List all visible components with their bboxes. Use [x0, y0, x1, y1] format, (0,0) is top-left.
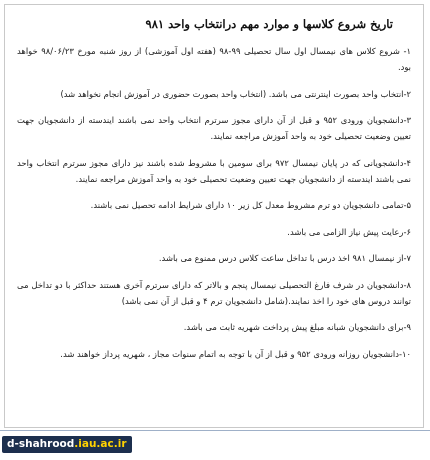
list-item: ۹-برای دانشجویان شبانه مبلغ پیش پرداخت شهریه ثابت می باشد. — [183, 322, 411, 332]
list-item: ۴-دانشجویانی که در پایان نیمسال ۹۷۲ برای سومین با مشروط شده باشند نیز دارای مجوز سرترم انتخاب واحد نمی باشند ایندسته از دانشجویان جهت تعیین وضعیت تحصیلی خود به واحد آموزش مراجعه نمایند. — [17, 157, 411, 184]
document-frame — [4, 4, 424, 428]
footer-bar — [0, 430, 430, 460]
site-logo[interactable] — [2, 436, 132, 453]
list-item: ۳-دانشجویان ورودی ۹۵۲ و قبل از آن دارای مجوز سرترم انتخاب واحد نمی باشند ایندسته از دانشجویان جهت تعیین وضعیت تحصیلی خود به واحد آموزش مراجعه نمایند. — [17, 115, 411, 141]
site-logo-domain: .iau.ac.ir — [74, 438, 127, 450]
list-item: ۷-از نیمسال ۹۸۱ اخذ درس با تداخل ساعت کلاس درس ممنوع می باشد. — [158, 253, 411, 263]
list-item: ۱- شروع کلاس های نیمسال اول سال تحصیلی ۹۹-۹۸ (هفته اول آموزشی) از روز شنبه مورخ ۹۸/۰۶/۲۳ خواهد بود. — [17, 46, 411, 72]
list-item: ۸-دانشجویان در شرف فارغ التحصیلی نیمسال پنجم و بالاتر که دارای سرترم آخری هستند حداکثر با دو تداخل می توانند دروس های خود را اخذ نمایند.(شامل دانشجویان ترم ۴ و قبل از آن نمی باشد) — [17, 279, 411, 306]
list-item: ۲-انتخاب واحد بصورت اینترنتی می باشد. (انتخاب واحد بصورت حضوری در آموزش انجام نخواهد شد) — [60, 88, 411, 99]
list-item: ۱۰-دانشجویان روزانه ورودی ۹۵۲ و قبل از آن با توجه به اتمام سنوات مجاز ، شهریه پرداز خواهند شد. — [60, 348, 411, 359]
announcement-list — [17, 43, 411, 372]
list-item: ۶-رعایت پیش نیاز الزامی می باشد. — [287, 226, 411, 237]
site-logo-main: d-shahrood — [7, 438, 75, 450]
list-item: ۵-تمامی دانشجویان دو ترم مشروط معدل کل زیر ۱۰ دارای شرایط ادامه تحصیل نمی باشند. — [90, 200, 411, 210]
document-title: تاریخ شروع کلاسها و موارد مهم درانتخاب واحد ۹۸۱ — [145, 17, 393, 31]
